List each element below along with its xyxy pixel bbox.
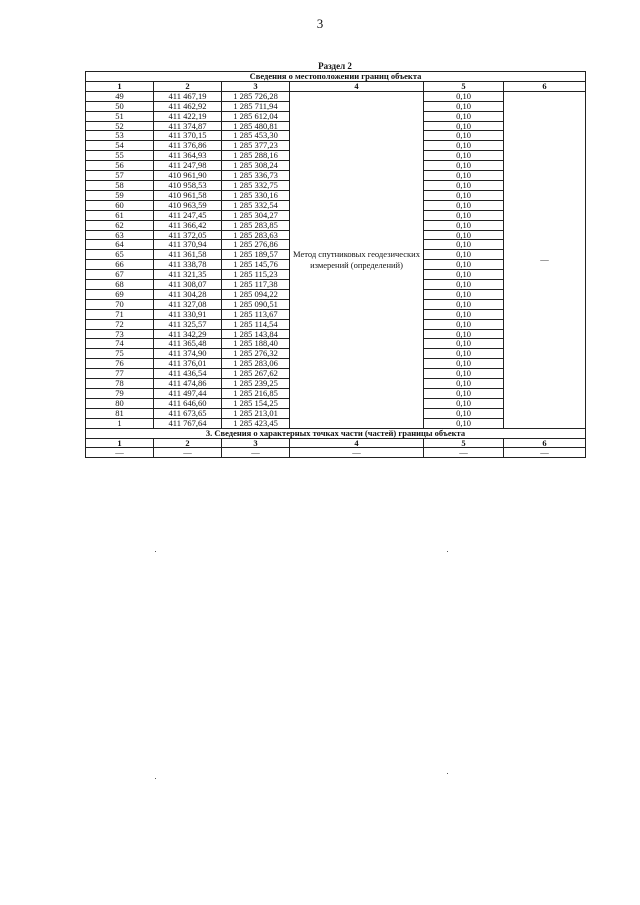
accuracy-value: 0,10: [424, 418, 504, 428]
point-number: 51: [86, 111, 154, 121]
table1-title-row: [86, 72, 586, 82]
scan-speck: [155, 778, 156, 779]
y-coordinate: 1 285 114,54: [222, 319, 290, 329]
point-number: 60: [86, 200, 154, 210]
table1-title: Сведения о местоположении границ объекта: [86, 72, 586, 82]
x-coordinate: 410 961,58: [154, 190, 222, 200]
accuracy-value: 0,10: [424, 280, 504, 290]
x-coordinate: 411 497,44: [154, 389, 222, 399]
accuracy-value: 0,10: [424, 349, 504, 359]
x-coordinate: 411 422,19: [154, 111, 222, 121]
x-coordinate: 410 958,53: [154, 180, 222, 190]
table2-header-cell: 1: [86, 438, 154, 448]
point-number: 58: [86, 180, 154, 190]
point-number: 54: [86, 141, 154, 151]
y-coordinate: 1 285 216,85: [222, 389, 290, 399]
table2-cell: —: [154, 448, 222, 458]
x-coordinate: 411 361,58: [154, 250, 222, 260]
point-number: 71: [86, 309, 154, 319]
accuracy-value: 0,10: [424, 91, 504, 101]
point-number: 72: [86, 319, 154, 329]
column6-dash: —: [504, 91, 586, 428]
accuracy-value: 0,10: [424, 240, 504, 250]
table2-title: 3. Сведения о характерных точках части (частей) границы объекта: [86, 428, 586, 438]
y-coordinate: 1 285 189,57: [222, 250, 290, 260]
y-coordinate: 1 285 117,38: [222, 280, 290, 290]
y-coordinate: 1 285 143,84: [222, 329, 290, 339]
accuracy-value: 0,10: [424, 299, 504, 309]
table1-header-cell: 6: [504, 81, 586, 91]
accuracy-value: 0,10: [424, 210, 504, 220]
x-coordinate: 411 325,57: [154, 319, 222, 329]
y-coordinate: 1 285 332,75: [222, 180, 290, 190]
accuracy-value: 0,10: [424, 151, 504, 161]
table1-header-cell: 2: [154, 81, 222, 91]
x-coordinate: 411 370,94: [154, 240, 222, 250]
x-coordinate: 411 767,64: [154, 418, 222, 428]
y-coordinate: 1 285 423,45: [222, 418, 290, 428]
y-coordinate: 1 285 283,06: [222, 359, 290, 369]
accuracy-value: 0,10: [424, 359, 504, 369]
accuracy-value: 0,10: [424, 289, 504, 299]
x-coordinate: 411 370,15: [154, 131, 222, 141]
table1-header-cell: 4: [290, 81, 424, 91]
table2-title-row: [86, 428, 586, 438]
x-coordinate: 411 364,93: [154, 151, 222, 161]
accuracy-value: 0,10: [424, 161, 504, 171]
y-coordinate: 1 285 377,23: [222, 141, 290, 151]
y-coordinate: 1 285 283,85: [222, 220, 290, 230]
point-number: 69: [86, 289, 154, 299]
accuracy-value: 0,10: [424, 131, 504, 141]
y-coordinate: 1 285 304,27: [222, 210, 290, 220]
point-number: 67: [86, 270, 154, 280]
x-coordinate: 411 374,90: [154, 349, 222, 359]
table2-cell: —: [86, 448, 154, 458]
table2-header-cell: 4: [290, 438, 424, 448]
point-number: 73: [86, 329, 154, 339]
y-coordinate: 1 285 711,94: [222, 101, 290, 111]
scan-speck: [447, 773, 448, 774]
accuracy-value: 0,10: [424, 190, 504, 200]
point-number: 79: [86, 389, 154, 399]
x-coordinate: 411 247,45: [154, 210, 222, 220]
point-number: 66: [86, 260, 154, 270]
point-number: 63: [86, 230, 154, 240]
point-number: 53: [86, 131, 154, 141]
table2-cell: —: [290, 448, 424, 458]
x-coordinate: 411 376,01: [154, 359, 222, 369]
y-coordinate: 1 285 115,23: [222, 270, 290, 280]
accuracy-value: 0,10: [424, 111, 504, 121]
accuracy-value: 0,10: [424, 230, 504, 240]
y-coordinate: 1 285 308,24: [222, 161, 290, 171]
section-title: Раздел 2: [318, 61, 352, 71]
accuracy-value: 0,10: [424, 180, 504, 190]
point-number: 77: [86, 369, 154, 379]
x-coordinate: 411 467,19: [154, 91, 222, 101]
y-coordinate: 1 285 276,86: [222, 240, 290, 250]
point-number: 65: [86, 250, 154, 260]
y-coordinate: 1 285 332,54: [222, 200, 290, 210]
point-number: 75: [86, 349, 154, 359]
accuracy-value: 0,10: [424, 270, 504, 280]
scan-speck: [447, 551, 448, 552]
x-coordinate: 410 963,59: [154, 200, 222, 210]
accuracy-value: 0,10: [424, 171, 504, 181]
accuracy-value: 0,10: [424, 329, 504, 339]
accuracy-value: 0,10: [424, 389, 504, 399]
x-coordinate: 411 321,35: [154, 270, 222, 280]
x-coordinate: 411 376,86: [154, 141, 222, 151]
y-coordinate: 1 285 480,81: [222, 121, 290, 131]
accuracy-value: 0,10: [424, 408, 504, 418]
y-coordinate: 1 285 612,04: [222, 111, 290, 121]
y-coordinate: 1 285 090,51: [222, 299, 290, 309]
point-number: 59: [86, 190, 154, 200]
accuracy-value: 0,10: [424, 339, 504, 349]
y-coordinate: 1 285 267,62: [222, 369, 290, 379]
coordinates-table: [85, 71, 586, 458]
point-number: 1: [86, 418, 154, 428]
accuracy-value: 0,10: [424, 141, 504, 151]
y-coordinate: 1 285 154,25: [222, 398, 290, 408]
x-coordinate: 411 304,28: [154, 289, 222, 299]
y-coordinate: 1 285 330,16: [222, 190, 290, 200]
y-coordinate: 1 285 288,16: [222, 151, 290, 161]
accuracy-value: 0,10: [424, 379, 504, 389]
x-coordinate: 411 366,42: [154, 220, 222, 230]
x-coordinate: 411 646,60: [154, 398, 222, 408]
point-number: 62: [86, 220, 154, 230]
point-number: 50: [86, 101, 154, 111]
x-coordinate: 411 327,08: [154, 299, 222, 309]
y-coordinate: 1 285 453,30: [222, 131, 290, 141]
point-number: 81: [86, 408, 154, 418]
table2-cell: —: [222, 448, 290, 458]
coordinates-table-body: [86, 72, 586, 458]
x-coordinate: 411 342,29: [154, 329, 222, 339]
table1-header-cell: 5: [424, 81, 504, 91]
y-coordinate: 1 285 145,76: [222, 260, 290, 270]
table-row: [86, 91, 586, 101]
point-number: 55: [86, 151, 154, 161]
point-number: 49: [86, 91, 154, 101]
table2-row: [86, 448, 586, 458]
x-coordinate: 411 374,87: [154, 121, 222, 131]
x-coordinate: 411 474,86: [154, 379, 222, 389]
table2-header-row: [86, 438, 586, 448]
y-coordinate: 1 285 336,73: [222, 171, 290, 181]
y-coordinate: 1 285 188,40: [222, 339, 290, 349]
accuracy-value: 0,10: [424, 121, 504, 131]
accuracy-value: 0,10: [424, 260, 504, 270]
table2-header-cell: 5: [424, 438, 504, 448]
table1-header-cell: 3: [222, 81, 290, 91]
accuracy-value: 0,10: [424, 319, 504, 329]
table2-cell: —: [424, 448, 504, 458]
x-coordinate: 411 338,78: [154, 260, 222, 270]
point-number: 57: [86, 171, 154, 181]
accuracy-value: 0,10: [424, 220, 504, 230]
y-coordinate: 1 285 094,22: [222, 289, 290, 299]
point-number: 76: [86, 359, 154, 369]
x-coordinate: 411 372,05: [154, 230, 222, 240]
scan-speck: [155, 551, 156, 552]
x-coordinate: 411 365,48: [154, 339, 222, 349]
y-coordinate: 1 285 213,01: [222, 408, 290, 418]
accuracy-value: 0,10: [424, 200, 504, 210]
accuracy-value: 0,10: [424, 101, 504, 111]
point-number: 52: [86, 121, 154, 131]
x-coordinate: 411 330,91: [154, 309, 222, 319]
point-number: 56: [86, 161, 154, 171]
x-coordinate: 411 308,07: [154, 280, 222, 290]
y-coordinate: 1 285 239,25: [222, 379, 290, 389]
accuracy-value: 0,10: [424, 309, 504, 319]
point-number: 61: [86, 210, 154, 220]
accuracy-value: 0,10: [424, 398, 504, 408]
accuracy-value: 0,10: [424, 369, 504, 379]
page-number: 3: [316, 16, 324, 31]
y-coordinate: 1 285 276,32: [222, 349, 290, 359]
point-number: 70: [86, 299, 154, 309]
y-coordinate: 1 285 283,63: [222, 230, 290, 240]
method-cell: Метод спутниковых геодезических измерений (определений): [290, 91, 424, 428]
point-number: 64: [86, 240, 154, 250]
table2-header-cell: 2: [154, 438, 222, 448]
y-coordinate: 1 285 726,28: [222, 91, 290, 101]
x-coordinate: 411 436,54: [154, 369, 222, 379]
x-coordinate: 411 247,98: [154, 161, 222, 171]
table2-header-cell: 3: [222, 438, 290, 448]
y-coordinate: 1 285 113,67: [222, 309, 290, 319]
table2-cell: —: [504, 448, 586, 458]
accuracy-value: 0,10: [424, 250, 504, 260]
point-number: 74: [86, 339, 154, 349]
point-number: 78: [86, 379, 154, 389]
table1-header-cell: 1: [86, 81, 154, 91]
point-number: 68: [86, 280, 154, 290]
table1-header-row: [86, 81, 586, 91]
point-number: 80: [86, 398, 154, 408]
x-coordinate: 411 673,65: [154, 408, 222, 418]
table2-header-cell: 6: [504, 438, 586, 448]
x-coordinate: 410 961,90: [154, 171, 222, 181]
x-coordinate: 411 462,92: [154, 101, 222, 111]
